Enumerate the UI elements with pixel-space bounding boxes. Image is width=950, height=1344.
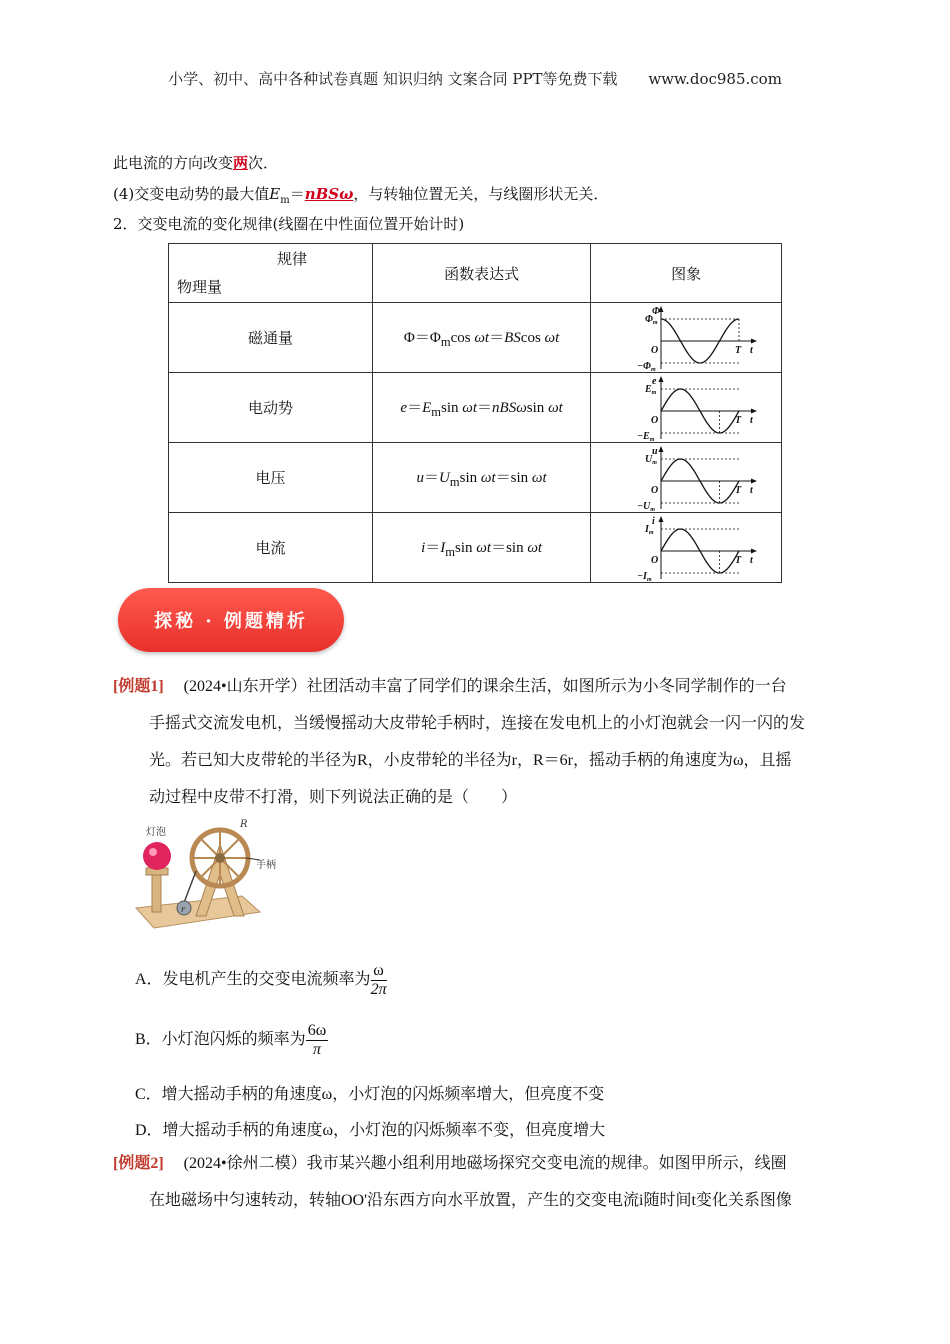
line1-tail: 次． (248, 154, 279, 172)
formula-cell: $u=U_m\sin$ ωt＝sin ωt (373, 443, 591, 513)
axis-label-period: T (735, 414, 742, 426)
graph-cell (591, 513, 782, 583)
axis-label-top: e (652, 375, 657, 387)
pulley-hub (215, 853, 225, 863)
example2-line1: (2024•徐州二模）我市某兴趣小组利用地磁场探究交变电流的规律。如图甲所示，线圈 (183, 1155, 787, 1172)
quantity-cell: 磁通量 (169, 303, 373, 373)
bulb-post (152, 872, 161, 912)
option-a-fraction (371, 962, 387, 998)
axis-label-t: t (750, 344, 753, 356)
example1-label: [例题1] (113, 678, 164, 695)
option-b-denominator: π (312, 1040, 321, 1058)
option-b-numerator: 6ω (307, 1022, 327, 1039)
text-line-1 (113, 152, 278, 173)
axis-label-top: Φ (652, 305, 660, 317)
header-site-link[interactable]: www.doc985.com (648, 70, 782, 88)
axis-label-period: T (735, 484, 742, 496)
option-b-text: B．小灯泡闪烁的频率为 (135, 1030, 306, 1048)
axis-label-max: $I_m$ (645, 523, 654, 536)
graph-cell (591, 443, 782, 513)
option-a-numerator: ω (371, 962, 387, 981)
option-c[interactable]: C．增大摇动手柄的角速度ω，小灯泡的闪烁频率增大，但亮度不变 (135, 1086, 605, 1103)
figure-label-bulb: 灯泡 (146, 827, 166, 838)
option-d[interactable]: D．增大摇动手柄的角速度ω，小灯泡的闪烁频率不变，但亮度增大 (135, 1122, 606, 1139)
axis-label-max: $\Phi_m$ (645, 313, 658, 326)
axis-label-top: u (652, 445, 658, 457)
line2-symbol: E (269, 185, 281, 203)
line2-equals: ＝ (289, 185, 305, 203)
axis-label-min: $-U_m$ (637, 500, 656, 511)
bulb-highlight (149, 848, 157, 856)
graph-cell (591, 373, 782, 443)
axis-label-origin: O (651, 554, 659, 566)
table-row (169, 513, 782, 583)
ac-rules-table (168, 243, 782, 583)
waveform-graph (611, 305, 761, 371)
line2-text: (4)交变电动势的最大值 (113, 185, 270, 203)
page-header (0, 68, 950, 89)
axis-label-t: t (750, 484, 753, 496)
option-b[interactable] (135, 1022, 328, 1058)
line1-text: 此电流的方向改变 (113, 154, 234, 172)
header-text: 小学、初中、高中各种试卷真题 知识归纳 文案合同 PPT等免费下载 (168, 70, 618, 88)
example1-line3: 光。若已知大皮带轮的半径为R，小皮带轮的半径为r，R＝6r，摇动手柄的角速度为ω，且摇 (149, 752, 792, 769)
quantity-cell: 电流 (169, 513, 373, 583)
waveform-graph (611, 375, 761, 441)
axis-label-top: i (652, 515, 655, 527)
axis-label-t: t (750, 554, 753, 566)
example1-line4: 动过程中皮带不打滑，则下列说法正确的是（ ） (149, 789, 518, 806)
table-row (169, 303, 782, 373)
header-diag-cell (169, 244, 373, 303)
line1-answer: 两 (233, 154, 249, 172)
header-graph-cell: 图象 (591, 244, 782, 303)
table-row (169, 443, 782, 513)
example2-line2: 在地磁场中匀速转动，转轴OO'沿东西方向水平放置，产生的交变电流i随时间t变化关系图像 (149, 1192, 792, 1209)
axis-label-period: T (735, 554, 742, 566)
axis-label-origin: O (651, 484, 659, 496)
waveform-graph (611, 445, 761, 511)
axis-label-period: T (735, 344, 742, 356)
line2-answer: nBSω (304, 185, 354, 203)
formula-cell: $e=E_m\sin$ ωt＝nBSωsin ωt (373, 373, 591, 443)
formula-cell: $i=I_m\sin$ ωt＝sin ωt (373, 513, 591, 583)
option-a-denominator: 2π (370, 980, 387, 998)
header-rule-label: 规律 (277, 250, 308, 268)
formula-cell: $\Phi=\Phi_m\cos$ ωt＝BScos ωt (373, 303, 591, 373)
generator-figure (132, 816, 282, 938)
figure-label-r: r (181, 905, 185, 914)
text-line-2 (113, 183, 608, 206)
example1-line2: 手摇式交流发电机，当缓慢摇动大皮带轮手柄时，连接在发电机上的小灯泡就会一闪一闪的发 (149, 715, 806, 732)
axis-label-t: t (750, 414, 753, 426)
bulb (143, 842, 171, 870)
option-a[interactable] (135, 962, 387, 998)
waveform-graph (611, 515, 761, 581)
graph-cell (591, 303, 782, 373)
figure-label-handle: 手柄 (256, 860, 276, 871)
axis-label-origin: O (651, 414, 659, 426)
header-formula-cell: 函数表达式 (373, 244, 591, 303)
option-a-text: A．发电机产生的交变电流频率为 (135, 970, 371, 988)
table-row (169, 373, 782, 443)
text-line-3: 2．交变电流的变化规律(线圈在中性面位置开始计时) (113, 215, 465, 233)
example2-text (113, 1145, 843, 1219)
example1-line1: (2024•山东开学）社团活动丰富了同学们的课余生活，如图所示为小冬同学制作的一台 (183, 678, 787, 695)
header-quantity-label: 物理量 (177, 278, 223, 296)
axis-label-max: $E_m$ (645, 383, 657, 396)
section-banner: 探秘 · 例题精析 (118, 588, 344, 652)
axis-label-origin: O (651, 344, 659, 356)
option-b-fraction (306, 1022, 329, 1058)
line2-tail: ，与转轴位置无关，与线圈形状无关． (353, 185, 609, 203)
quantity-cell: 电动势 (169, 373, 373, 443)
line2-subscript: m (280, 195, 290, 206)
axis-label-min: $-E_m$ (637, 430, 655, 441)
example2-label: [例题2] (113, 1155, 164, 1172)
quantity-cell: 电压 (169, 443, 373, 513)
axis-label-max: $U_m$ (645, 453, 657, 466)
figure-label-R: R (240, 819, 248, 830)
table-header-row (169, 244, 782, 303)
example1-text (113, 668, 843, 816)
axis-label-min: $-I_m$ (637, 570, 652, 581)
axis-label-min: $-\Phi_m$ (637, 360, 656, 371)
